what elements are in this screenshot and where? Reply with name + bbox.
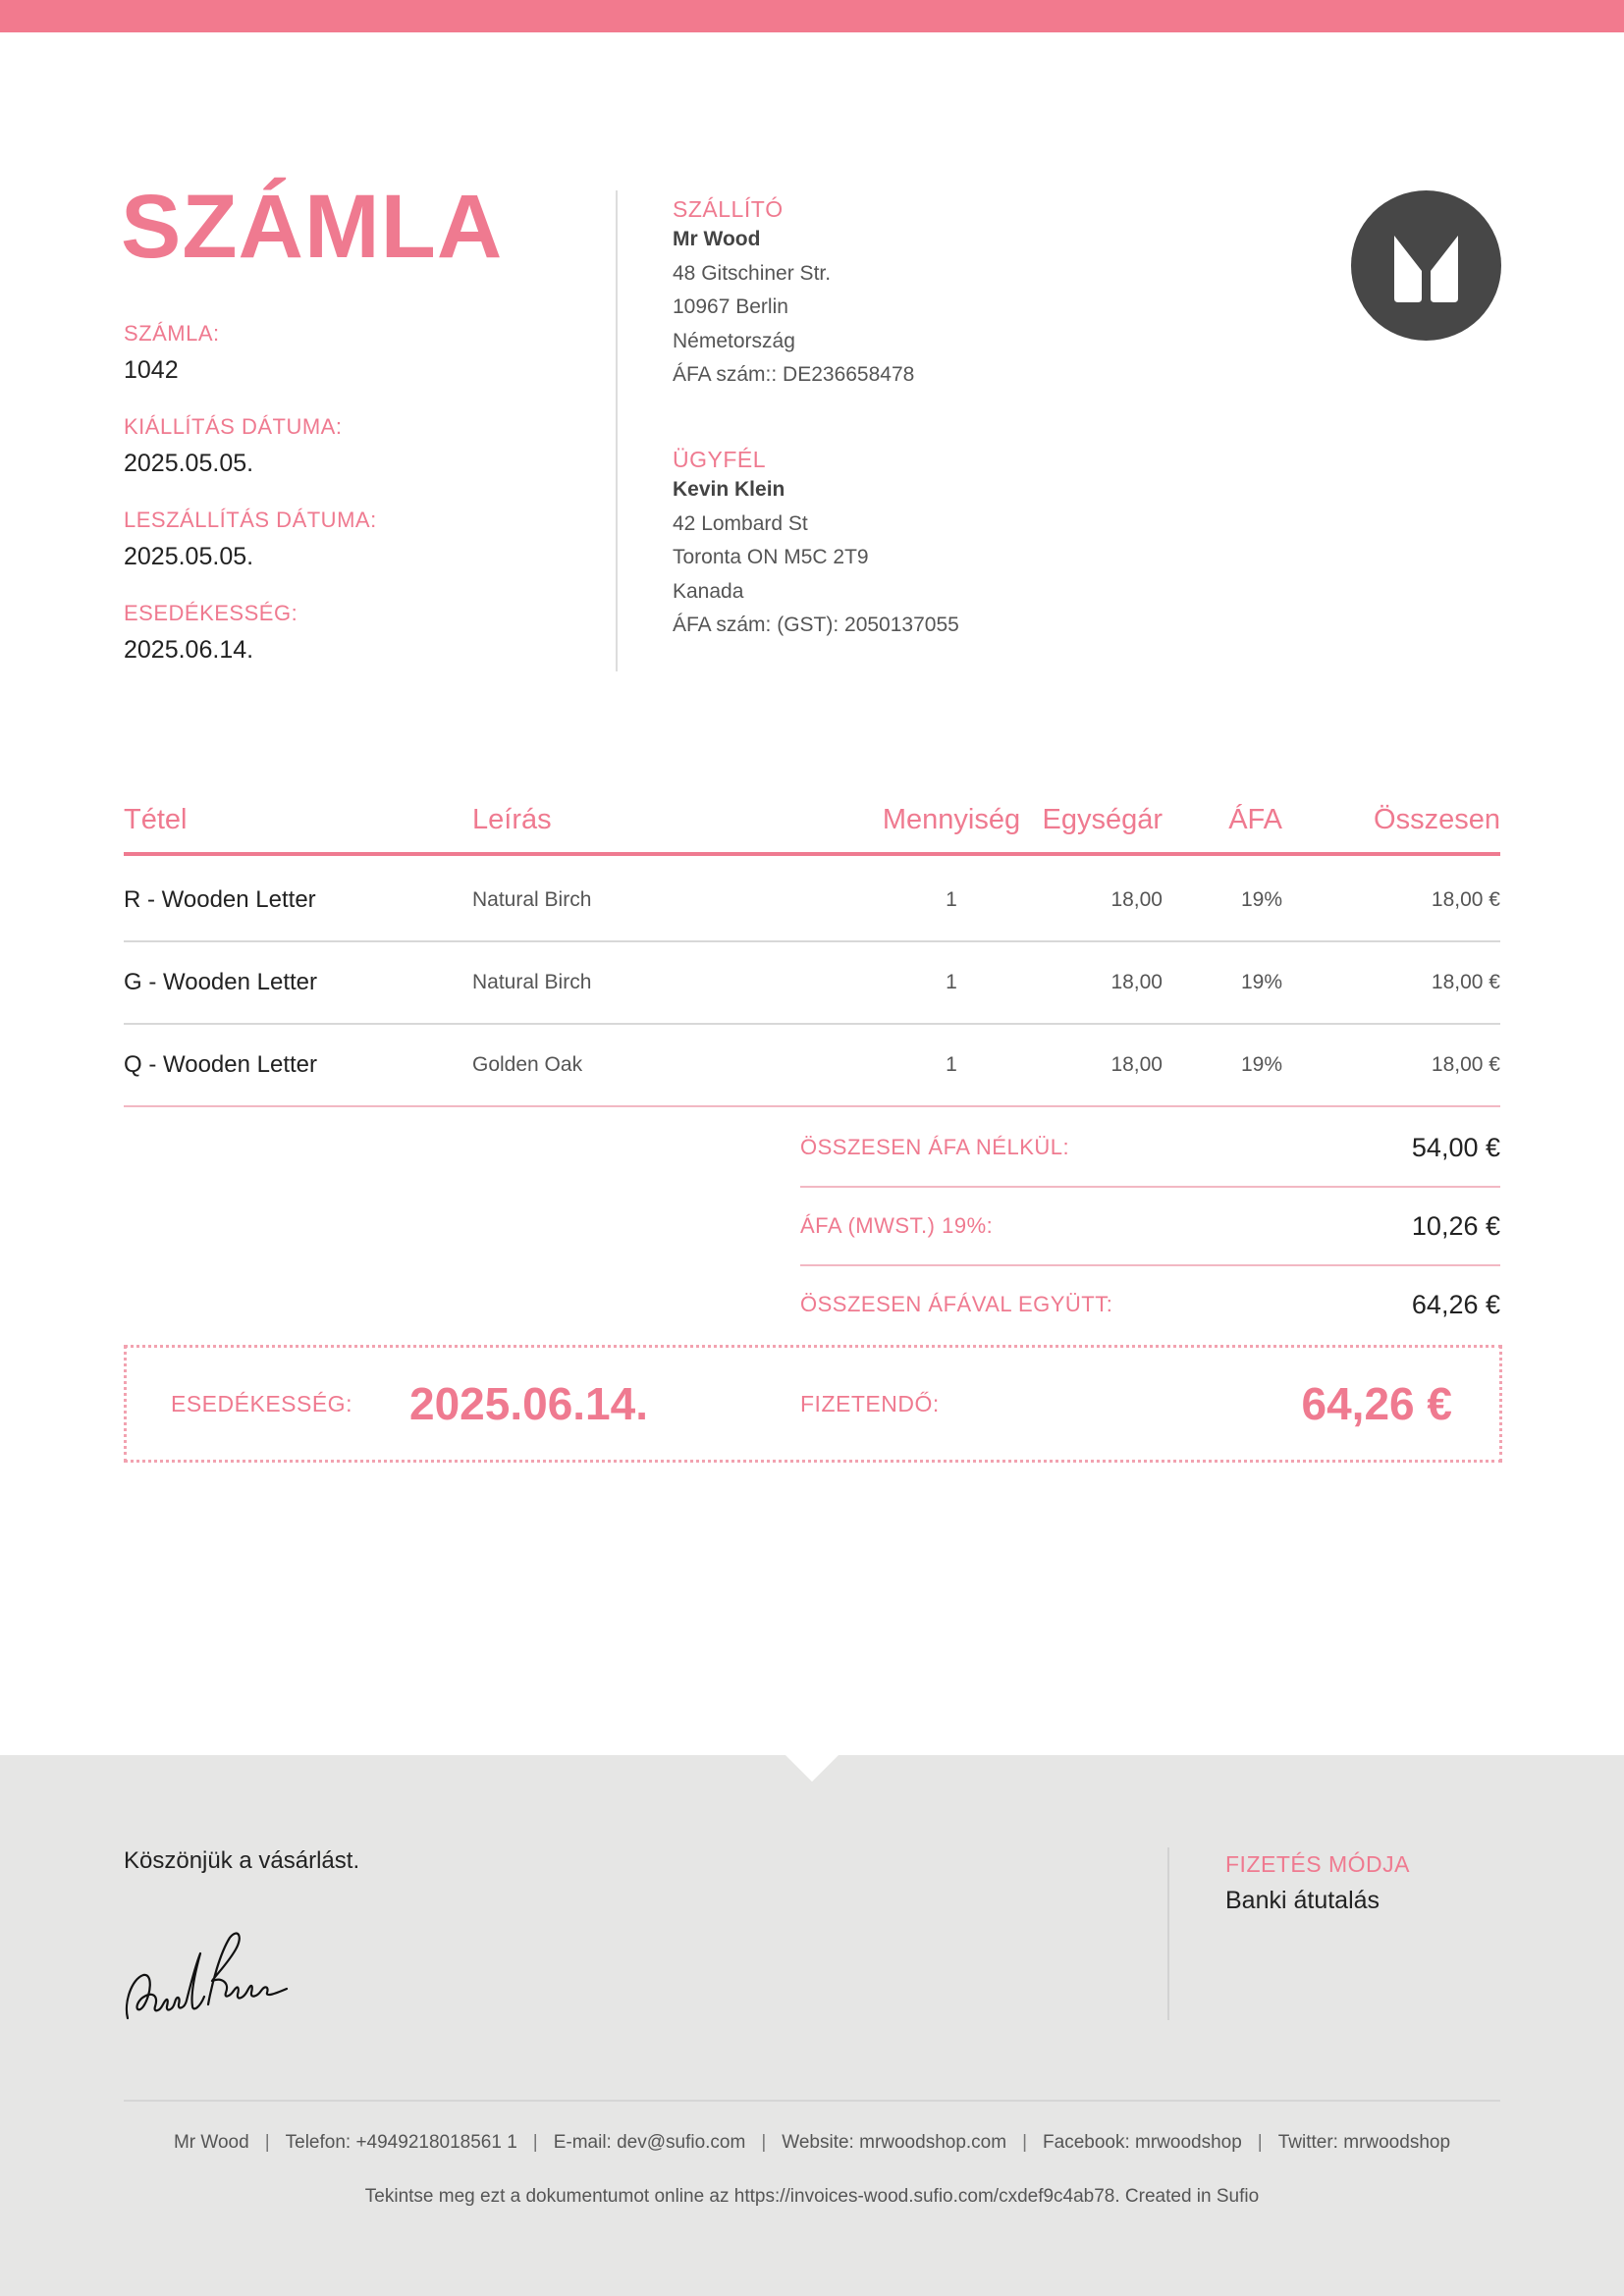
row-quantity: 1 xyxy=(946,888,957,911)
contact-phone: Telefon: +4949218018561 1 xyxy=(285,2132,517,2153)
net-total-label: ÖSSZESEN ÁFA NÉLKÜL: xyxy=(800,1135,1070,1159)
contact-website[interactable]: Website: mrwoodshop.com xyxy=(782,2132,1007,2153)
invoice-title: SZÁMLA xyxy=(121,177,504,277)
table-row xyxy=(124,942,1500,1025)
supplier-city: 10967 Berlin xyxy=(673,295,788,318)
row-description: Golden Oak xyxy=(472,1053,583,1076)
gross-total-label: ÖSSZESEN ÁFÁVAL EGYÜTT: xyxy=(800,1292,1113,1316)
row-item: G - Wooden Letter xyxy=(124,969,317,995)
contact-separator: | xyxy=(1022,2132,1028,2153)
customer-name: Kevin Klein xyxy=(673,478,785,501)
table-row xyxy=(124,1025,1500,1107)
due-box-date-label: ESEDÉKESSÉG: xyxy=(171,1391,352,1416)
vat-total-label: ÁFA (MWST.) 19%: xyxy=(800,1213,994,1238)
column-header-item: Tétel xyxy=(124,804,188,835)
vat-total-row xyxy=(800,1188,1500,1266)
footer-rule xyxy=(124,2100,1500,2102)
contact-separator: | xyxy=(264,2132,270,2153)
row-quantity: 1 xyxy=(946,971,957,993)
signature-image xyxy=(122,1924,289,2027)
column-header-quantity: Mennyiség xyxy=(882,804,1021,835)
row-total: 18,00 € xyxy=(1431,888,1500,911)
contact-facebook[interactable]: Facebook: mrwoodshop xyxy=(1043,2132,1242,2153)
customer-label: ÜGYFÉL xyxy=(673,447,767,472)
net-total-value: 54,00 € xyxy=(1411,1133,1500,1162)
row-vat: 19% xyxy=(1240,888,1282,911)
supplier-label: SZÁLLÍTÓ xyxy=(673,196,784,222)
items-table-header xyxy=(124,797,1500,856)
row-total: 18,00 € xyxy=(1431,971,1500,993)
amount-due-box xyxy=(124,1345,1502,1463)
gross-total-value: 64,26 € xyxy=(1411,1290,1500,1319)
due-date-label: ESEDÉKESSÉG: xyxy=(124,601,298,625)
invoice-number-label: SZÁMLA: xyxy=(124,321,220,346)
column-header-vat: ÁFA xyxy=(1228,804,1282,835)
due-box-date: 2025.06.14. xyxy=(409,1378,649,1429)
delivery-date-block xyxy=(124,507,377,573)
column-header-description: Leírás xyxy=(472,804,552,835)
supplier-name: Mr Wood xyxy=(673,228,761,250)
row-unit-price: 18,00 xyxy=(1110,1053,1163,1076)
contact-email[interactable]: E-mail: dev@sufio.com xyxy=(553,2132,746,2153)
row-description: Natural Birch xyxy=(472,971,592,993)
customer-country: Kanada xyxy=(673,579,744,603)
vat-total-value: 10,26 € xyxy=(1411,1211,1500,1241)
column-header-unit-price: Egységár xyxy=(1042,804,1163,835)
issue-date: 2025.05.05. xyxy=(124,450,254,477)
issue-date-label: KIÁLLÍTÁS DÁTUMA: xyxy=(124,414,343,439)
thank-you-message: Köszönjük a vásárlást. xyxy=(124,1847,360,1874)
row-unit-price: 18,00 xyxy=(1110,971,1163,993)
customer-street: 42 Lombard St xyxy=(673,511,808,535)
supplier-country: Németország xyxy=(673,329,795,352)
mr-wood-logo-icon xyxy=(1351,190,1501,341)
row-description: Natural Birch xyxy=(472,888,592,911)
delivery-date: 2025.05.05. xyxy=(124,543,254,570)
top-accent-bar xyxy=(0,0,1624,32)
due-date-block xyxy=(124,600,298,667)
online-document-note[interactable]: Tekintse meg ezt a dokumentumot online az https://invoices-wood.sufio.com/cxdef9c4ab78. Created in Sufio xyxy=(364,2186,1260,2207)
invoice-number: 1042 xyxy=(124,356,179,384)
net-total-row xyxy=(800,1109,1500,1188)
issue-date-block xyxy=(124,413,342,480)
supplier-vat: ÁFA szám:: DE236658478 xyxy=(673,363,915,386)
payable-amount: 64,26 € xyxy=(1301,1378,1452,1429)
contact-separator: | xyxy=(532,2132,538,2153)
customer-city: Toronta ON M5C 2T9 xyxy=(673,546,869,568)
row-quantity: 1 xyxy=(946,1053,957,1076)
supplier-block xyxy=(673,195,914,393)
payable-label: FIZETENDŐ: xyxy=(800,1391,940,1416)
table-row xyxy=(124,860,1500,942)
contact-separator: | xyxy=(761,2132,767,2153)
row-item: R - Wooden Letter xyxy=(124,886,316,913)
customer-vat: ÁFA szám: (GST): 2050137055 xyxy=(673,614,959,636)
supplier-street: 48 Gitschiner Str. xyxy=(673,261,832,285)
column-header-total: Összesen xyxy=(1374,804,1500,835)
due-date: 2025.06.14. xyxy=(124,636,254,664)
contact-company: Mr Wood xyxy=(173,2132,249,2153)
footer-divider xyxy=(1167,1847,1169,2020)
row-vat: 19% xyxy=(1240,1053,1282,1076)
invoice-number-block xyxy=(124,320,220,387)
gross-total-row xyxy=(800,1266,1500,1343)
contact-line xyxy=(0,2132,1624,2154)
payment-method: Banki átutalás xyxy=(1225,1887,1380,1914)
row-unit-price: 18,00 xyxy=(1110,888,1163,911)
header-divider xyxy=(616,190,618,671)
customer-block xyxy=(673,446,959,643)
contact-twitter[interactable]: Twitter: mrwoodshop xyxy=(1277,2132,1451,2153)
row-total: 18,00 € xyxy=(1431,1053,1500,1076)
row-vat: 19% xyxy=(1240,971,1282,993)
delivery-date-label: LESZÁLLÍTÁS DÁTUMA: xyxy=(124,507,377,532)
row-item: Q - Wooden Letter xyxy=(124,1051,317,1078)
contact-separator: | xyxy=(1257,2132,1263,2153)
footer-notch xyxy=(785,1755,839,1782)
payment-method-label: FIZETÉS MÓDJA xyxy=(1225,1851,1410,1877)
